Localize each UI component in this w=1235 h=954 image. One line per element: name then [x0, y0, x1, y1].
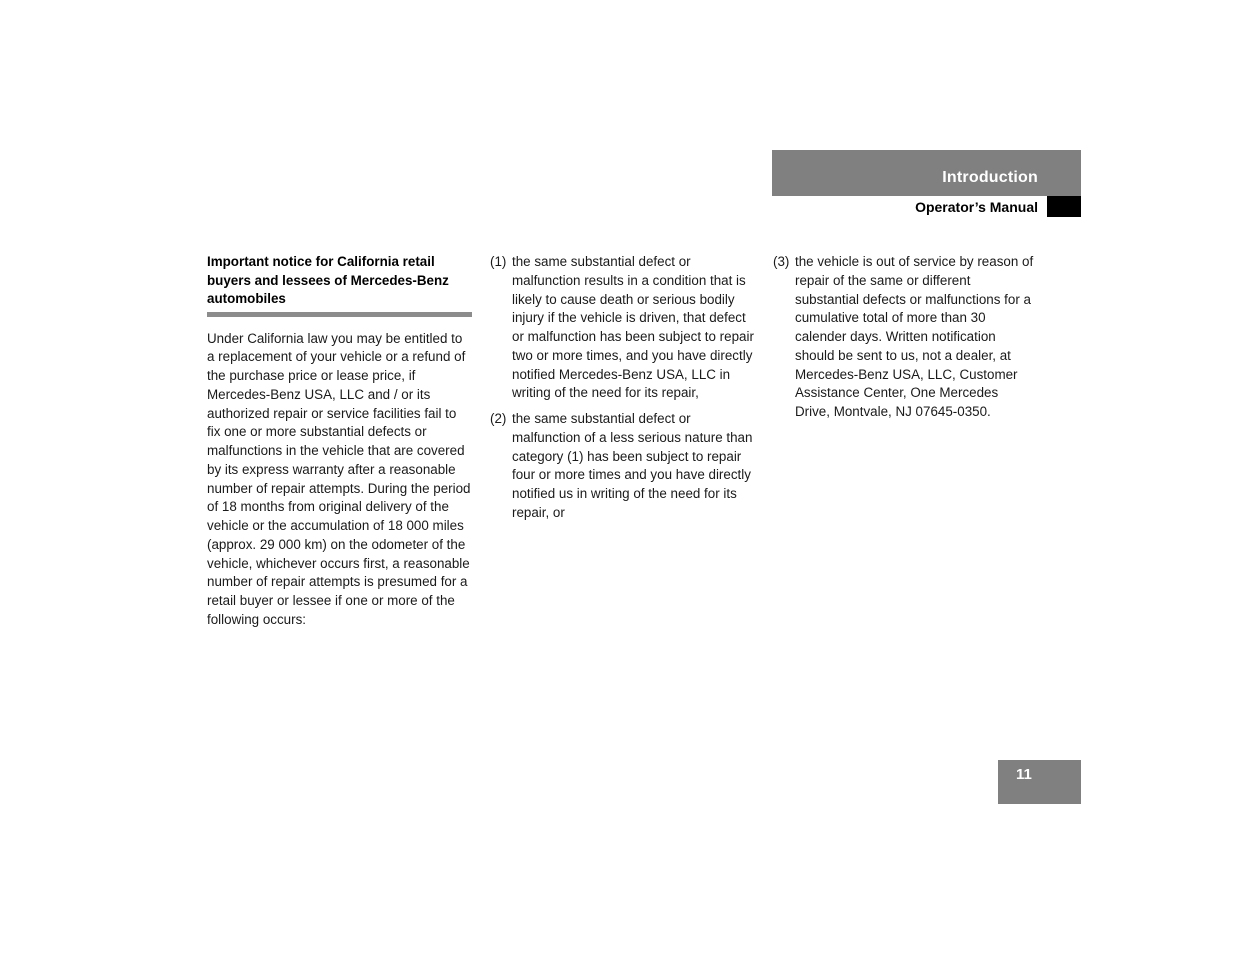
column-right	[773, 253, 1035, 429]
column-left	[207, 253, 472, 630]
list-item-number: (3)	[773, 254, 790, 269]
subsection-title: Operator’s Manual	[915, 199, 1038, 215]
list-item	[490, 410, 758, 523]
page-number: 11	[1016, 766, 1032, 783]
column-middle	[490, 253, 758, 530]
list-item-text: the same substantial defect or malfunction of a less serious nature than category (1) has been subject to repair four or more times and you have directly notified us in writing of the need for its repair, or	[512, 411, 753, 520]
section-marker	[1047, 196, 1081, 217]
notice-heading: Important notice for California retail buyers and lessees of Mercedes-Benz automobiles	[207, 253, 472, 317]
list-item-number: (1)	[490, 254, 507, 269]
list-item	[490, 253, 758, 403]
list-item	[773, 253, 1035, 422]
page-number-box	[998, 760, 1081, 804]
notice-paragraph: Under California law you may be entitled to a replacement of your vehicle or a refund of the purchase price or lease price, if Mercedes-Benz USA, LLC and / or its authorized repair or service facilities fail to fix one or more substantial defects or malfunctions in the vehicle that are covered by its express warranty after a reasonable number of repair attempts. During the period of 18 months from original delivery of the vehicle or the accumulation of 18 000 miles (approx. 29 000 km) on the odometer of the vehicle, whichever occurs first, a reasonable number of repair attempts is presumed for a retail buyer or lessee if one or more of the following occurs:	[207, 330, 471, 627]
list-item-text: the vehicle is out of service by reason of repair of the same or different substantial defects or malfunctions for a cumulative total of more than 30 calender days. Written notification should be sent to us, not a dealer, at Mercedes-Benz USA, LLC, Customer Assistance Center, One Mercedes Drive, Montvale, NJ 07645-0350.	[795, 254, 1034, 419]
section-title: Introduction	[942, 169, 1038, 186]
section-header-bar	[772, 150, 1081, 196]
list-item-number: (2)	[490, 411, 507, 426]
list-item-text: the same substantial defect or malfunction results in a condition that is likely to cause death or serious bodily injury if the vehicle is driven, that defect or malfunction has been subject to repair two or more times, and you have directly notified Mercedes-Benz USA, LLC in writing of the need for its repair,	[512, 254, 754, 401]
